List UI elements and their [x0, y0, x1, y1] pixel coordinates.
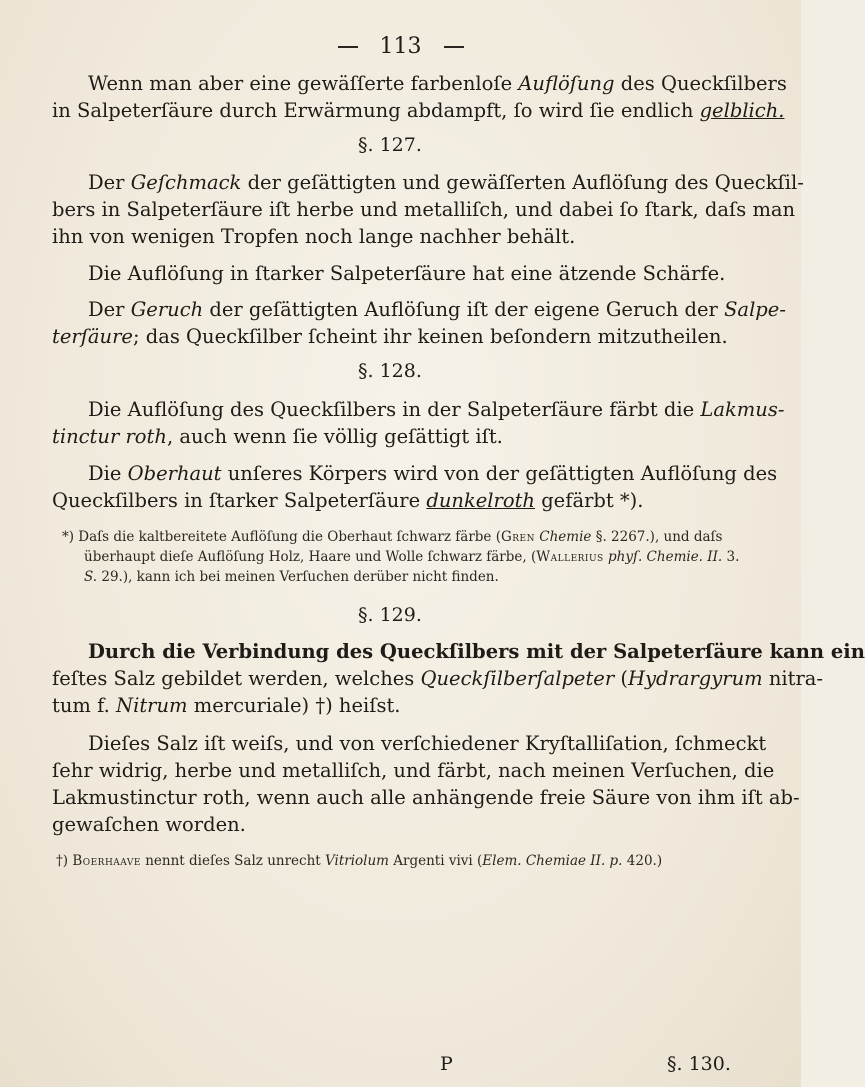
page-header — [0, 34, 801, 59]
paragraph-8-line-3: Lakmustinctur roth, wenn auch alle anhängende freie Säure von ihm iſt ab- — [52, 786, 800, 809]
section-127-heading: §. 127. — [358, 134, 422, 156]
paragraph-2-line-3: ihn von wenigen Tropfen noch lange nachher behält. — [52, 225, 576, 248]
paragraph-6-line-2: Queckſilbers in ſtarker Salpeterſäure dunkelroth gefärbt *). — [52, 489, 644, 512]
header-dash-right — [444, 46, 464, 48]
paragraph-2-line-2: bers in Salpeterſäure iſt herbe und metalliſch, und dabei ſo ſtark, daſs man — [52, 198, 796, 221]
page-number: 113 — [379, 34, 422, 59]
paragraph-7-line-3: tum f. Nitrum mercuriale) †) heiſst. — [52, 694, 401, 717]
section-128-heading: §. 128. — [358, 360, 422, 382]
paragraph-7-line-2: feſtes Salz gebildet werden, welches Queckſilberſalpeter (Hydrargyrum nitra- — [52, 667, 824, 690]
footnote-2: †) Boerhaave nennt dieſes Salz unrecht Vitriolum Argenti vivi (Elem. Chemiae II. p. 420.) — [56, 853, 663, 869]
paragraph-8-line-1: Dieſes Salz iſt weiſs, und von verſchiedener Kryſtalliſation, ſchmeckt — [88, 732, 767, 755]
catchword: §. 130. — [667, 1053, 731, 1075]
footnote-1-line-1: *) Daſs die kaltbereitete Auflöſung die Oberhaut ſchwarz färbe (Gren Chemie §. 2267.), und daſs — [62, 529, 723, 545]
paragraph-7-line-1: Durch die Verbindung des Queckſilbers mit der Salpeterſäure kann ein — [88, 640, 865, 663]
footnote-1-line-2: überhaupt dieſe Auflöſung Holz, Haare und Wolle ſchwarz färbe, (Wallerius phyſ. Chemie. II. 3. — [84, 549, 740, 565]
section-129-heading: §. 129. — [358, 604, 422, 626]
paragraph-5-line-2: tinctur roth, auch wenn ſie völlig geſättigt iſt. — [52, 425, 503, 448]
paragraph-1-line-2: in Salpeterſäure durch Erwärmung abdampft, ſo wird ſie endlich gelblich. — [52, 99, 785, 122]
paragraph-2-line-1: Der Geſchmack der geſättigten und gewäſſerten Auflöſung des Queckſil- — [88, 171, 804, 194]
footnote-1-line-3: S. 29.), kann ich bei meinen Verſuchen derüber nicht finden. — [84, 569, 499, 585]
header-dash-left — [338, 46, 358, 48]
paragraph-8-line-4: gewaſchen worden. — [52, 813, 246, 836]
signature-mark: P — [440, 1053, 453, 1075]
paragraph-4-line-2: terſäure; das Queckſilber ſcheint ihr keinen beſondern mitzutheilen. — [52, 325, 728, 348]
paragraph-3: Die Auflöſung in ſtarker Salpeterſäure hat eine ätzende Schärfe. — [88, 262, 726, 285]
paragraph-8-line-2: ſehr widrig, herbe und metalliſch, und färbt, nach meinen Verſuchen, die — [52, 759, 775, 782]
paragraph-4-line-1: Der Geruch der geſättigten Auflöſung iſt der eigene Geruch der Salpe- — [88, 298, 786, 321]
paragraph-6-line-1: Die Oberhaut unſeres Körpers wird von der geſättigten Auflöſung des — [88, 462, 778, 485]
paragraph-1-line-1: Wenn man aber eine gewäſſerte farbenloſe Auflöſung des Queckſilbers — [88, 72, 787, 95]
paragraph-5-line-1: Die Auflöſung des Queckſilbers in der Salpeterſäure färbt die Lakmus- — [88, 398, 785, 421]
